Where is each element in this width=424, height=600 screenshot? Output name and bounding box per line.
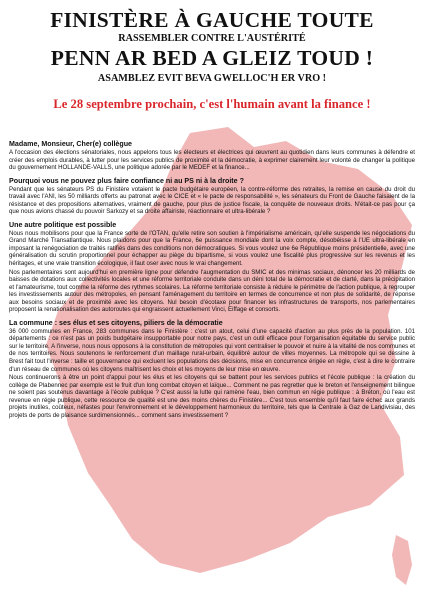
section-heading: Pourquoi vous ne pouvez plus faire confiance ni au PS ni à la droite ?: [9, 176, 244, 185]
section-heading: La commune : ses élus et ses citoyens, piliers de la démocratie: [9, 318, 223, 327]
paragraph: A l'occasion des élections sénatoriales, nous appelons tous les électeurs et électrices qui œuvrent au quotidien dans leurs communes à défendre et créer des emplois durables, à lutter pour les services publics de proximité et la démocratie, à exprimer clairement leur volonté de changer la politique du gouvernement HOLLANDE-VALLS, une politique adorée par le MEDEF et la finance...: [9, 149, 415, 172]
subtitle-breton: ASAMBLEZ EVIT BEVA GWELLOC'H ER VRO !: [97, 73, 327, 84]
paragraph: Nos parlementaires sont aujourd'hui en première ligne pour défendre l'augmentation du SMIC et des minimas sociaux, dénoncer les 20 milliards de baisses de dotations aux collectivités locales et une réforme territoriale conduite dans un déni total de la démocratie et de clarté, dans la précipitation et l'amateurisme, tout comme la réforme des rythmes scolaires. La réforme territoriale consiste à réduire le périmètre de l'action publique, à regrouper les investissements autour des métropoles, en pensant l'aménagement du territoire en termes de concurrence et non plus de solidarité, de réponse aux besoins sociaux et de proximité avec les citoyens. Nul besoin d'écotaxe pour financer les infrastructures de transports, nos parlementaires proposent la renationalisation des autoroutes qui engraissent actuellement Vinci, Eiffage et consorts.: [9, 268, 415, 314]
corsica-shape: [392, 535, 412, 585]
paragraph: Nous nous mobilisons pour que la France sorte de l'OTAN, qu'elle retire son soutien à l'impérialisme américain, qu'elle suspende les négociations du Grand Marché Transatlantique. Nous plaidons pour que la France, 6e puissance mondiale dont la voix compte, désobéisse à l'UE ultra-libérale en imposant la renégociation de traités ratifiés dans des conditions non démocratiques. Si vous voulez une 6e République moins présidentielle, avec une généralisation du scrutin proportionnel pour échapper au piège du bipartisme, si vous voulez une fiscalité plus progressive sur les revenus et les héritages, et une vraie transition écologique, il faut oser avec nous le vrai changement.: [9, 229, 415, 268]
paragraph: Pendant que les sénateurs PS du Finistère votaient le pacte budgétaire européen, la contre-réforme des retraites, la remise en cause du droit du travail avec l'ANI, les 50 milliards offerts au patronat avec le CICE et « le pacte de responsabilité », les sénateurs du Front de Gauche faisaient de la résistance et des propositions alternatives, vraiment de gauche, pour plus de justice fiscale, la conquête de nouveaux droits. N'était-ce pas pour ça que nous avions chassé du pouvoir Sarkozy et sa droite affairiste, réactionnaire et ultra-libérale ?: [9, 185, 415, 216]
leaflet-body: [9, 140, 415, 419]
slogan: Le 28 septembre prochain, c'est l'humain avant la finance !: [53, 97, 371, 111]
section-heading: Madame, Monsieur, Cher(e) collègue: [9, 140, 132, 148]
title-french: FINISTÈRE À GAUCHE TOUTE: [50, 8, 374, 32]
paragraph: Nous continuerons à être un point d'appui pour les élus et les citoyens qui se battent pour les services publics et l'école publique : la création du collège de Plabennec par exemple est le fruit d'un long combat citoyen et laïque... Comment ne pas regretter que le breton et l'enseignement bilingue ne soient pas soutenus davantage à l'école publique ? C'est aussi la lutte qui ramène l'eau, bien commun en régie publique : à Bréton, où l'eau est revenue en régie publique, cette ressource de qualité est une des moins chères du Finistère... C'est tous ensemble qu'il faut faire échec aux grands projets inutiles, coûteux, néfastes pour l'environnement et le développement harmonieux du territoire, tels que la Centrale à Gaz de Landivisiau, des projets de ports de plaisance surdimensionnés... comment sans investissement ?: [9, 374, 415, 419]
title-breton: PENN AR BED A GLEIZ TOUD !: [50, 46, 374, 70]
paragraph: 36 000 communes en France, 283 communes dans le Finistère : c'est un atout, celui d'une capacité d'action au plus près de la population. 101 départements : ce n'est pas un poids budgétaire insupportable pour notre pays, c'est un outil efficace pour l'organisation équitable du service public sur le territoire. A l'inverse, nous nous opposons à la constitution de métropoles qui vont centraliser le pouvoir et nuire à la vitalité de nos communes et de nos territoires. Nous soutenons le renforcement d'un maillage rural-urbain, équilibré autour de villes moyennes. La métropole qui se dessine à Brest fait tout l'inverse : taille et gouvernance qui excluent les populations des décisions, mise en concurrence érigée en règle, c'est à dire le contraire d'un réseau de communes où les citoyens maîtrisent les choix et les moyens de leur mise en œuvre.: [9, 327, 415, 373]
section-heading: Une autre politique est possible: [9, 220, 117, 229]
subtitle-french: RASSEMBLER CONTRE L'AUSTÉRITÉ: [118, 33, 306, 44]
